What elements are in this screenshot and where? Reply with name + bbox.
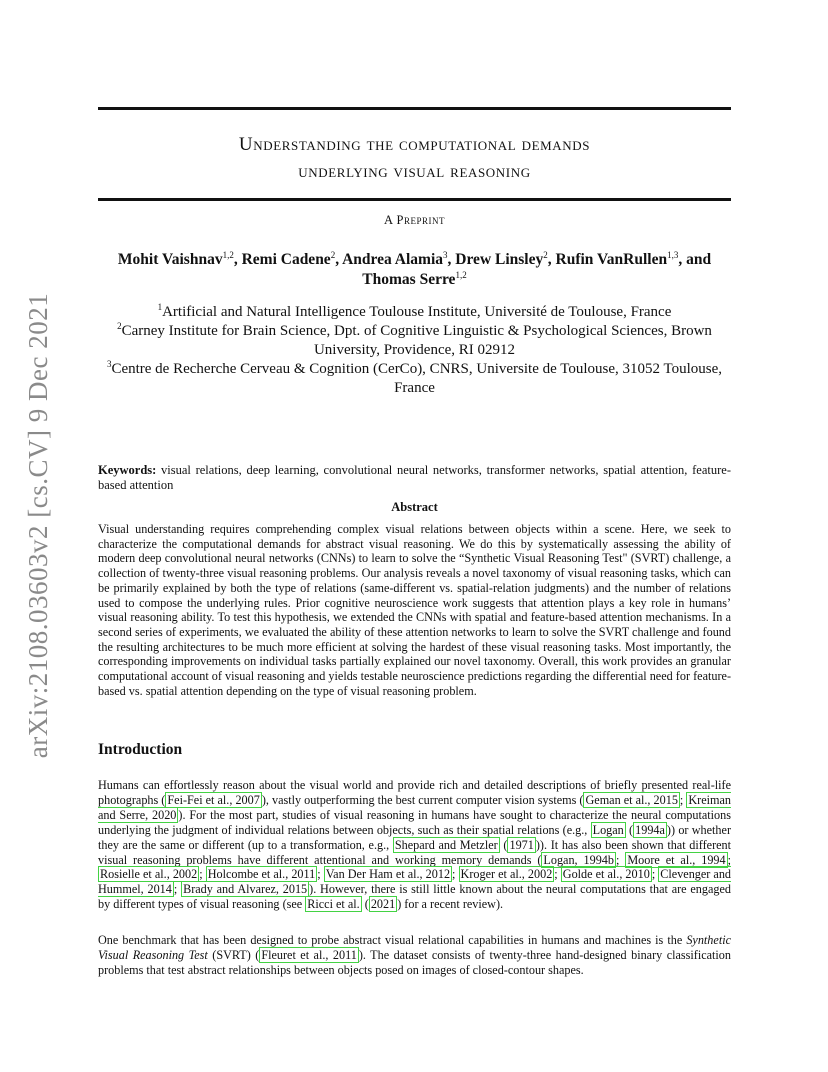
title-top-rule [98,107,731,110]
keywords-label: Keywords: [98,463,157,477]
introduction-paragraph-2 [98,933,731,978]
author-affiliation-mark: 1,2 [222,250,234,260]
paragraph-text: Humans can effortlessly reason about the visual world and provide rich and detailed descriptions of briefly presented real-life photographs ( [98,778,731,807]
citation-link[interactable]: Kroger et al., 2002 [460,867,553,882]
paragraph-text: ( [361,897,369,912]
title-line-1 [98,131,731,158]
paragraph-text: ( [625,822,634,837]
paragraph-text: ; [727,852,732,867]
author-separator: , [335,251,343,268]
preprint-label: A Preprint [384,213,445,227]
author-name: Rufin VanRullen [555,251,668,268]
paragraph-text: ). However, there is still little known about the neural computations that are engaged by different types of visual reasoning (see [98,882,731,912]
citation-link[interactable]: Kreiman and Serre, 2020 [98,792,732,822]
introduction-heading: Introduction [98,741,183,758]
abstract-text: Visual understanding requires comprehending complex visual relations between objects within a scene. Here, we seek to characterize the computational demands for abstract visual reasoning. We do this by systematically assessing the ability of modern deep convolutional neural networks (CNNs) to learn to solve the “Synthetic Visual Reasoning Test" (SVRT) challenge, a collection of twenty-three visual reasoning problems. Our analysis reveals a novel taxonomy of visual reasoning tasks, which can be primarily explained by both the type of relations (same-different vs. spatial-relation judgments) and the number of relations used to compose the underlying rules. Prior cognitive neuroscience work suggests that attention plays a key role in humans’ visual reasoning ability. To test this hypothesis, we extended the CNNs with spatial and feature-based attention mechanisms. In a second series of experiments, we evaluated the ability of these attention networks to learn to solve the SVRT challenge and found the resulting architectures to be much more efficient at solving the hardest of these visual reasoning tasks. Most importantly, the corresponding improvements on individual tasks partially explained our novel taxonomy. Overall, this work provides an granular computational account of visual reasoning and yields testable neuroscience predictions regarding the differential need for feature-based vs. spatial attention depending on the type of visual reasoning problem. [98,522,731,698]
author-name: Remi Cadene [241,251,331,268]
affiliation-text: Artificial and Natural Intelligence Toulouse Institute, Université de Toulouse, France [162,304,672,320]
citation-link[interactable]: Shepard and Metzler [394,837,498,852]
affiliation [98,303,731,322]
emphasized-text: Synthetic Visual Reasoning Test [98,933,731,962]
author-list [98,250,731,290]
keywords-text: visual relations, deep learning, convolutional neural networks, transformer networks, spatial attention, feature-based attention [98,463,731,492]
citation-link[interactable]: Moore et al., 1994 [627,852,726,867]
citation-link[interactable]: 2021 [370,897,396,912]
paragraph-text: ). The dataset consists of twenty-three hand-designed binary classification problems that test abstract relationships between objects posed on images of closed-contour shapes. [98,947,731,977]
citation-link[interactable]: Brady and Alvarez, 2015 [183,882,308,897]
citation-link[interactable]: Geman et al., 2015 [585,792,678,807]
keywords [98,463,731,493]
paragraph-text: ) for a recent review). [397,897,504,912]
paragraph-text: ), vastly outperforming the best current computer vision systems ( [261,792,584,807]
affiliation [98,360,731,398]
citation-link[interactable]: Golde et al., 2010 [562,867,650,882]
citation-link[interactable]: Holcombe et al., 2011 [207,867,316,882]
paragraph-text: ). For the most part, studies of visual reasoning in humans have sought to characterize the neural computations underlying the judgment of individual relations between objects, such as their spatial relations (e.g., [98,807,731,837]
citation-link[interactable]: Logan, 1994b [543,852,614,867]
author-separator: , [447,251,456,268]
paragraph-text: ; [317,867,324,882]
affiliation-text: Centre de Recherche Cerveau & Cognition (CerCo), CNRS, Universite de Toulouse, 31052 Toulouse, France [111,361,723,396]
paragraph-text: ( [499,837,508,852]
author-separator: , and [678,251,712,268]
author-separator: , [547,251,556,268]
paragraph-text: ; [199,867,206,882]
author-name: Andrea Alamia [342,251,444,268]
paragraph-text: ; [679,792,687,807]
paragraph-text: )). It has also been shown that different visual reasoning problems have different attentional and working memory demands ( [98,837,732,867]
citation-link[interactable]: Clevenger and Hummel, 2014 [98,867,732,897]
arxiv-identifier-text: arXiv:2108.03603v2 [cs.CV] 9 Dec 2021 [23,292,54,758]
author-affiliation-mark: 1,3 [667,250,679,260]
affiliations [98,303,731,398]
paragraph-text: )) or whether they are the same or different (up to a transformation, e.g., [98,822,731,852]
arxiv-identifier [16,290,62,760]
citation-link[interactable]: 1971 [509,837,534,852]
author-name: Mohit Vaishnav [117,251,223,268]
author-affiliation-mark: 3 [443,250,448,260]
title-bottom-rule [98,198,731,201]
citation-link[interactable]: Logan [592,822,624,837]
title-line-2: underlying visual reasoning [298,161,531,182]
paragraph-text: ; [616,852,626,867]
paragraph-text: One benchmark that has been designed to probe abstract visual relational capabilities in humans and machines is the [98,933,687,947]
title-initial: U [238,134,254,155]
title-line-1-rest: nderstanding the computational demands [253,134,591,155]
affiliation [98,322,731,360]
paragraph-text: ; [173,882,182,897]
citation-link[interactable]: Van Der Ham et al., 2012 [325,867,451,882]
paper-title [98,131,731,185]
citation-link[interactable]: Fei-Fei et al., 2007 [167,792,260,807]
paragraph-text: ; [651,867,659,882]
author-separator: , [233,251,242,268]
abstract-heading: Abstract [391,500,438,514]
affiliation-mark: 1 [157,302,163,312]
citation-link[interactable]: Rosielle et al., 2002 [100,867,198,882]
citation-link[interactable]: Ricci et al. [307,897,360,912]
paragraph-text: ; [554,867,561,882]
author-affiliation-mark: 2 [543,250,548,260]
affiliation-mark: 2 [117,321,122,331]
author-affiliation-mark: 2 [330,250,336,260]
paragraph-text: (SVRT) ( [207,947,260,962]
paragraph-text: ; [452,867,459,882]
affiliation-mark: 3 [106,359,112,369]
citation-link[interactable]: 1994a [635,822,665,837]
affiliation-text: Carney Institute for Brain Science, Dpt. of Cognitive Linguistic & Psychological Sciences, Brown University, Providence, RI 02912 [121,323,712,358]
citation-link[interactable]: Fleuret et al., 2011 [261,947,357,962]
author-name: Thomas Serre [362,271,456,288]
author-name: Drew Linsley [455,251,544,268]
author-affiliation-mark: 1,2 [455,270,467,280]
introduction-paragraph-1 [98,778,731,912]
